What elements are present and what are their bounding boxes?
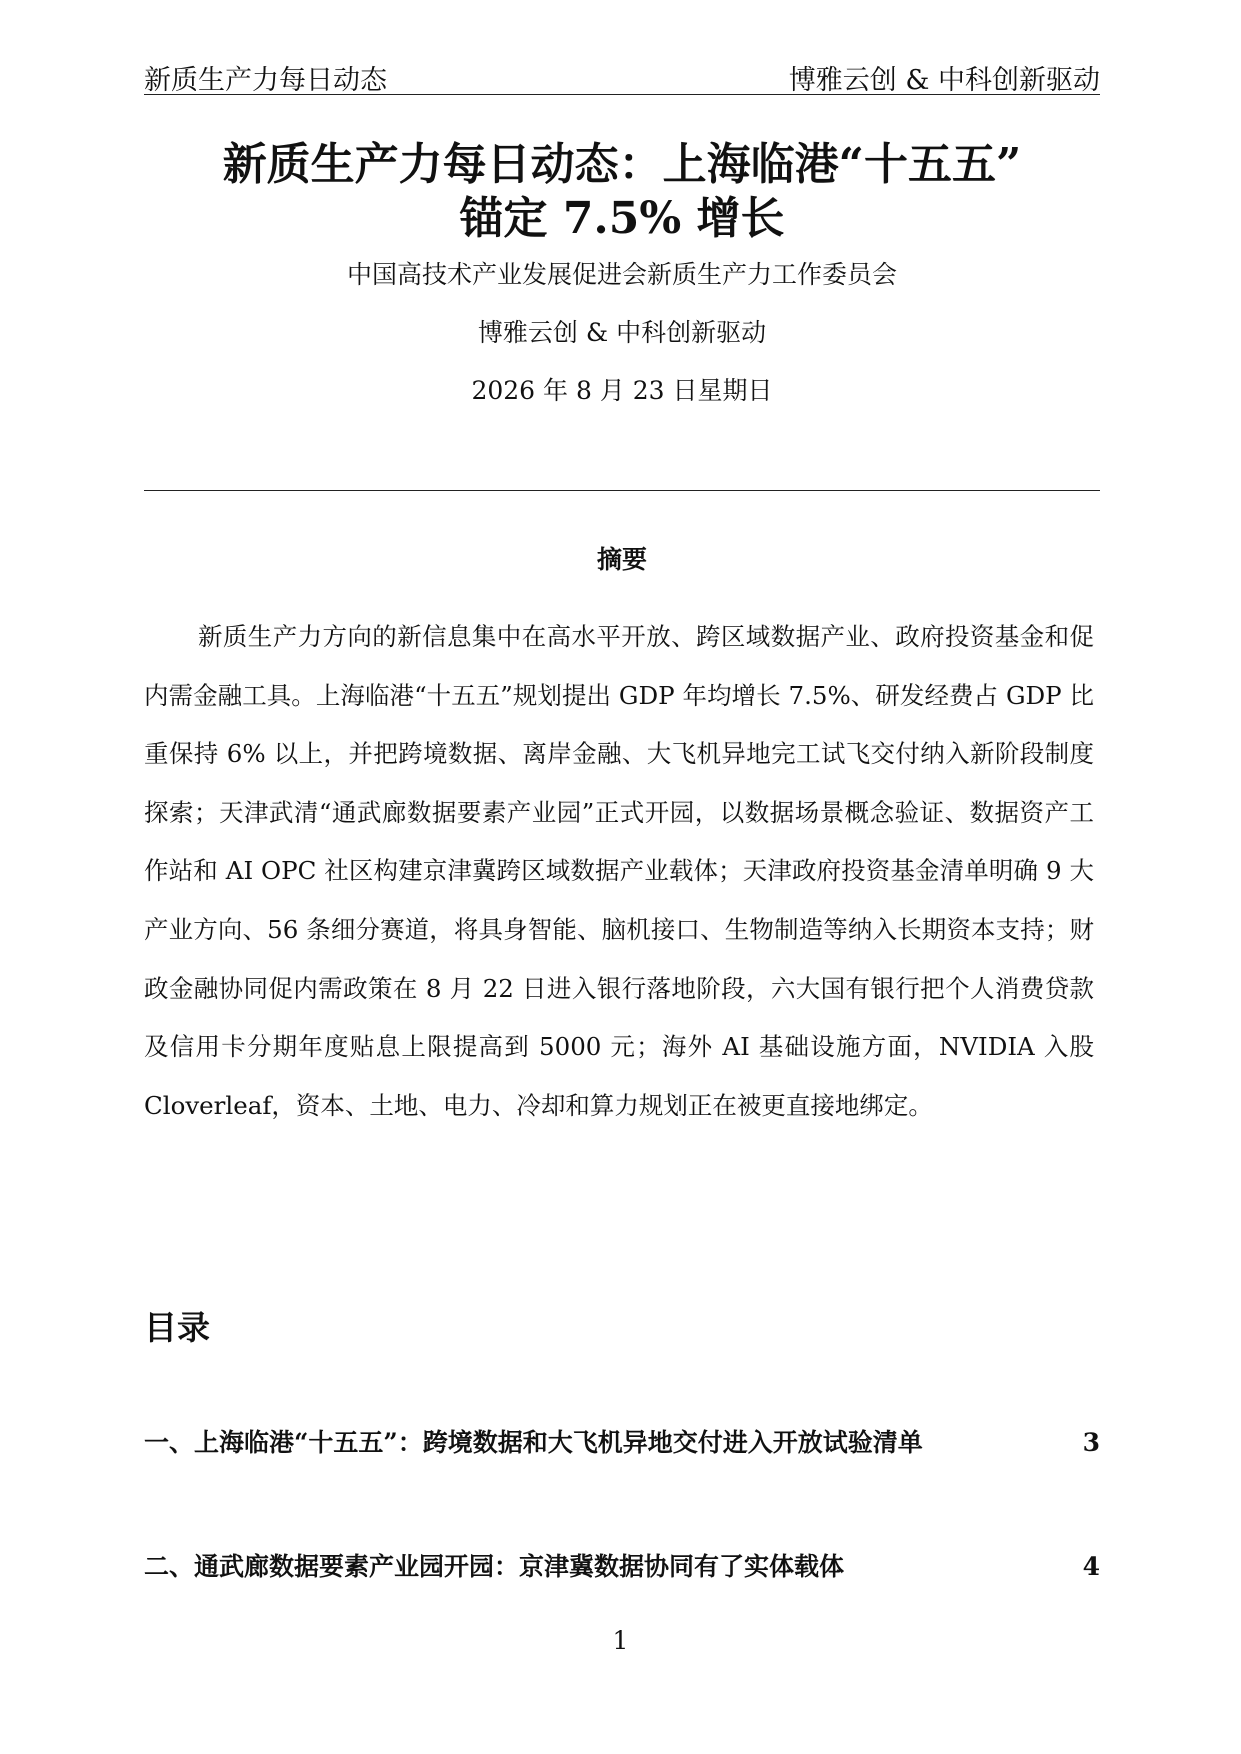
document-date: 2026 年 8 月 23 日星期日 xyxy=(471,376,773,405)
toc-entry-title[interactable]: 一、上海临港“十五五”：跨境数据和大飞机异地交付进入开放试验清单 xyxy=(144,1428,923,1457)
page-number: 1 xyxy=(612,1626,629,1655)
toc-heading: 目录 xyxy=(144,1308,210,1347)
abstract-body: 新质生产力方向的新信息集中在高水平开放、跨区域数据产业、政府投资基金和促内需金融工具。上海临港“十五五”规划提出 GDP 年均增长 7.5%、研发经费占 GDP 比重保持 6% 以上，并把跨境数据、离岸金融、大飞机异地完工试飞交付纳入新阶段制度探索；天津武清“通武廊数据要素产业园”正式开园，以数据场景概念验证、数据资产工作站和 AI OPC 社区构建京津冀跨区域数据产业载体；天津政府投资基金清单明确 9 大产业方向、56 条细分赛道，将具身智能、脑机接口、生物制造等纳入长期资本支持；财政金融协同促内需政策在 8 月 22 日进入银行落地阶段，六大国有银行把个人消费贷款及信用卡分期年度贴息上限提高到 5000 元；海外 AI 基础设施方面，NVIDIA 入股 Cloverleaf，资本、土地、电力、冷却和算力规划正在被更直接地绑定。 xyxy=(144,622,1094,1120)
title-divider xyxy=(144,490,1100,491)
header-left-title: 新质生产力每日动态 xyxy=(144,65,387,96)
title-line-1: 新质生产力每日动态：上海临港“十五五” xyxy=(222,139,1022,190)
author-organization: 中国高技术产业发展促进会新质生产力工作委员会 xyxy=(346,260,897,289)
header-right-publisher: 博雅云创 & 中科创新驱动 xyxy=(788,65,1100,96)
running-header xyxy=(144,50,1100,95)
toc-entry-page: 3 xyxy=(1082,1428,1100,1457)
toc-entry[interactable] xyxy=(144,1536,1100,1598)
author-publisher: 博雅云创 & 中科创新驱动 xyxy=(477,318,767,347)
title-line-2: 锚定 7.5% 增长 xyxy=(459,193,785,244)
document-title xyxy=(144,138,1100,246)
toc-entry[interactable] xyxy=(144,1412,1100,1474)
abstract-heading: 摘要 xyxy=(596,545,647,574)
toc-entry-title[interactable]: 二、通武廊数据要素产业园开园：京津冀数据协同有了实体载体 xyxy=(144,1552,845,1581)
toc-entry-page: 4 xyxy=(1082,1552,1100,1581)
